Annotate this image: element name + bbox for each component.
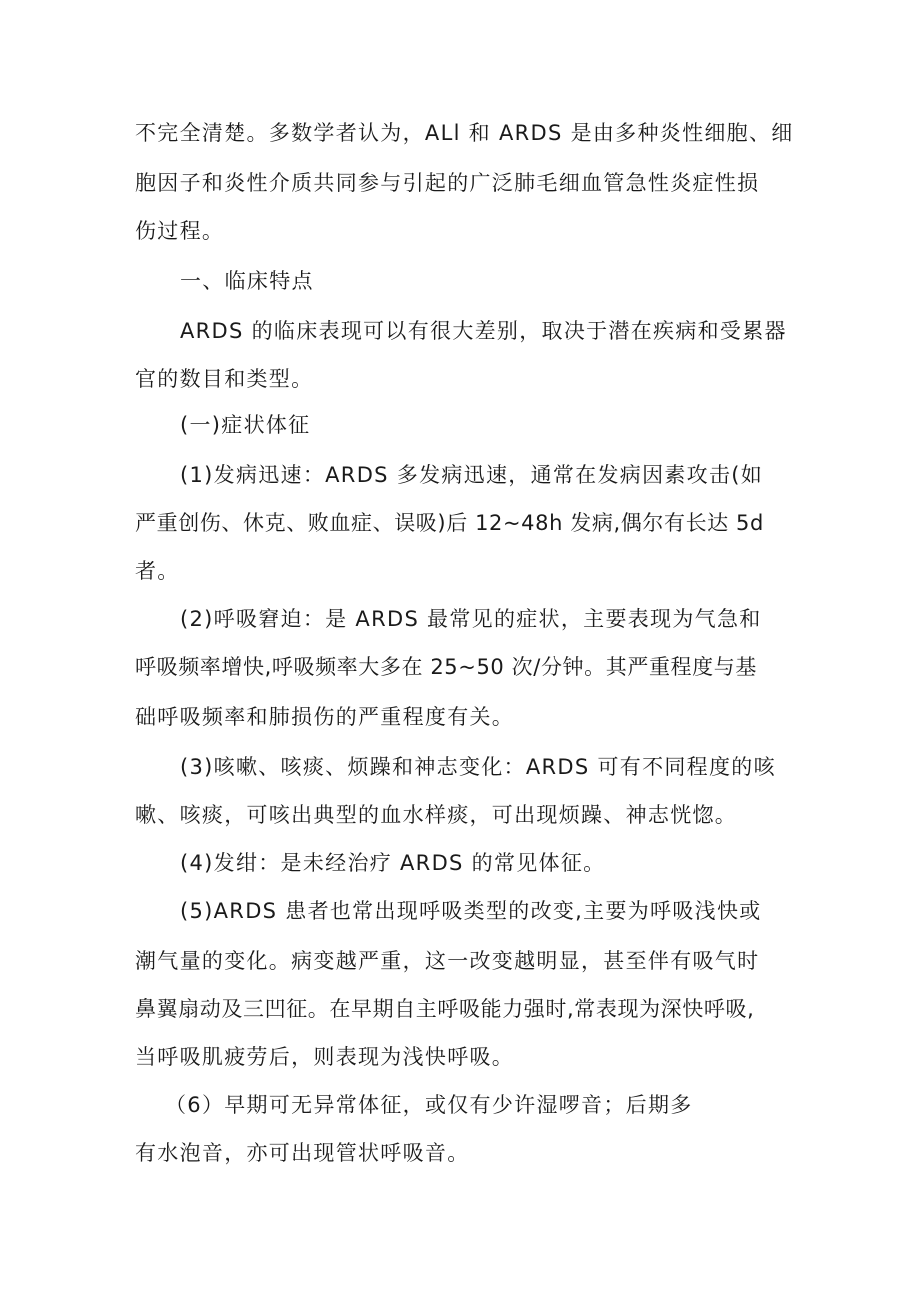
text-line: 有水泡音，亦可出现管状呼吸音。	[135, 1141, 470, 1165]
text-line: 呼吸频率增快,呼吸频率大多在 25~50 次/分钟。其严重程度与基	[135, 655, 757, 679]
text-line: (2)呼吸窘迫：是 ARDS 最常见的症状，主要表现为气急和	[180, 607, 762, 631]
text-line: （6）早期可无异常体征，或仅有少许湿啰音；后期多	[165, 1093, 693, 1117]
text-line: 不完全清楚。多数学者认为，ALl 和 ARDS 是由多种炎性细胞、细	[135, 121, 794, 145]
text-line: (3)咳嗽、咳痰、烦躁和神志变化：ARDS 可有不同程度的咳	[180, 755, 776, 779]
text-line: (5)ARDS 患者也常出现呼吸类型的改变,主要为呼吸浅快或	[180, 899, 762, 923]
text-line: ARDS 的临床表现可以有很大差别，取决于潜在疾病和受累器	[180, 319, 787, 343]
text-line: 础呼吸频率和肺损伤的严重程度有关。	[135, 705, 515, 729]
text-line: (1)发病迅速：ARDS 多发病迅速，通常在发病因素攻击(如	[180, 463, 764, 487]
text-line: (4)发绀：是未经治疗 ARDS 的常见体征。	[180, 851, 606, 875]
text-line: 严重创伤、休克、败血症、误吸)后 12~48h 发病,偶尔有长达 5d	[135, 511, 764, 535]
text-line: 胞因子和炎性介质共同参与引起的广泛肺毛细血管急性炎症性损	[135, 171, 760, 195]
text-line: 潮气量的变化。病变越严重，这一改变越明显，甚至伴有吸气时	[135, 949, 760, 973]
text-line: 鼻翼扇动及三凹征。在早期自主呼吸能力强时,常表现为深快呼吸,	[135, 997, 755, 1021]
text-line: 当呼吸肌疲劳后，则表现为浅快呼吸。	[135, 1045, 515, 1069]
text-line: 嗽、咳痰，可咳出典型的血水样痰，可出现烦躁、神志恍惚。	[135, 803, 738, 827]
section-heading: 一、临床特点	[180, 269, 314, 293]
subsection-heading: (一)症状体征	[180, 413, 311, 437]
text-line: 官的数目和类型。	[135, 367, 314, 391]
text-line: 者。	[135, 559, 180, 583]
text-line: 伤过程。	[135, 219, 225, 243]
